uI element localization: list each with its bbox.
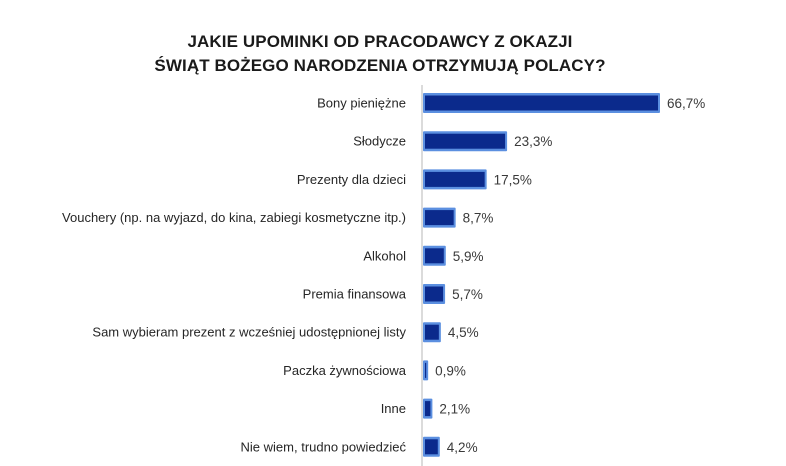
- category-label: Bony pieniężne: [317, 95, 406, 111]
- bar: [425, 172, 485, 187]
- data-label: 23,3%: [514, 134, 553, 150]
- bar: [425, 134, 505, 149]
- data-label: 8,7%: [462, 210, 494, 226]
- data-label: 0,9%: [435, 363, 466, 379]
- data-label: 5,7%: [452, 287, 483, 302]
- data-label: 4,5%: [447, 325, 479, 341]
- bar: [425, 287, 443, 302]
- data-label: 5,9%: [452, 248, 484, 264]
- category-label: Alkohol: [363, 248, 406, 264]
- bar: [425, 96, 658, 111]
- data-label: 66,7%: [667, 96, 706, 111]
- category-label: Vouchery (np. na wyjazd, do kina, zabiegi kosmetyczne itp.): [62, 210, 406, 226]
- bar: [425, 401, 430, 416]
- category-label: Sam wybieram prezent z wcześniej udostępnionej listy: [92, 324, 406, 340]
- category-label: Słodycze: [353, 133, 406, 149]
- category-label: Prezenty dla dzieci: [296, 171, 406, 187]
- bar: [425, 248, 444, 263]
- bar: [425, 363, 426, 378]
- bar: [425, 210, 454, 225]
- chart-title-line-1: JAKIE UPOMINKI OD PRACODAWCY Z OKAZJI: [187, 32, 573, 51]
- data-label: 17,5%: [493, 172, 532, 188]
- category-label: Nie wiem, trudno powiedzieć: [240, 439, 406, 455]
- chart-title-line-2: ŚWIĄT BOŻEGO NARODZENIA OTRZYMUJĄ POLACY?: [154, 56, 606, 75]
- bar: [425, 325, 439, 340]
- category-label: Inne: [380, 401, 406, 417]
- data-label: 4,2%: [446, 439, 478, 455]
- category-label: Premia finansowa: [302, 286, 406, 302]
- data-label: 2,1%: [439, 401, 471, 417]
- bar: [425, 439, 438, 454]
- category-label: Paczka żywnościowa: [283, 362, 406, 378]
